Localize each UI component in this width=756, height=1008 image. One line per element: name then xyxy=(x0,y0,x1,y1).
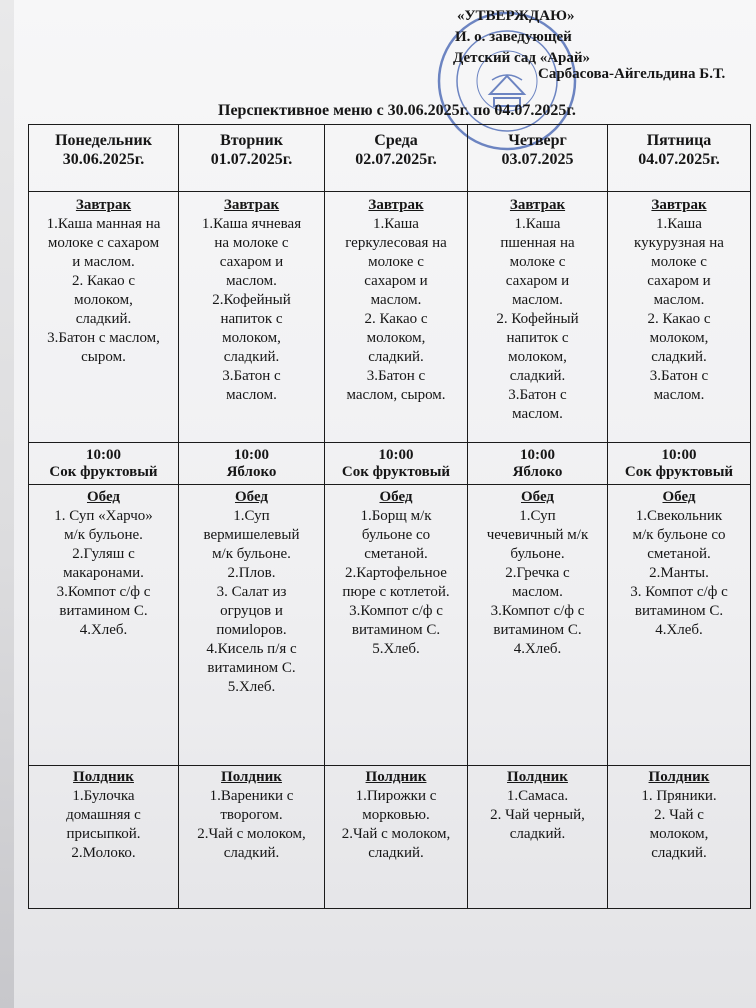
dish-line: 1.Вареники с xyxy=(209,788,294,804)
dish-line: молоке с xyxy=(651,254,707,270)
dish-line: 4.Хлеб. xyxy=(79,622,128,638)
dish-line: сахаром и xyxy=(219,254,284,270)
snack-time: 10:00 xyxy=(520,447,555,463)
dish-line: 1.Свекольник xyxy=(635,508,723,524)
dish-line: 4.Хлеб. xyxy=(655,622,703,638)
dish-line: бульоне со xyxy=(361,527,431,543)
snack-10-cell xyxy=(608,443,751,485)
dish-line: молоке с xyxy=(509,254,566,270)
snack-item: Сок фруктовый xyxy=(49,464,158,480)
lunch-cell xyxy=(29,485,179,766)
lunch-row xyxy=(29,485,751,766)
meal-label: Полдник xyxy=(221,769,282,785)
meal-label: Обед xyxy=(662,489,696,505)
meal-label: Обед xyxy=(379,489,413,505)
meal-label: Полдник xyxy=(73,769,134,785)
day-name: Пятница xyxy=(646,132,712,149)
day-name: Вторник xyxy=(220,132,283,149)
day-header xyxy=(179,125,325,192)
dish-line: пшенная на xyxy=(500,235,575,251)
dish-line: молоком, xyxy=(508,349,567,365)
meal-label: Завтрак xyxy=(651,197,707,213)
dish-line: молоке с xyxy=(368,254,424,270)
dish-line: 3.Батон с xyxy=(649,368,709,384)
dish-line: макаронами. xyxy=(63,565,144,581)
snack-10-row xyxy=(29,443,751,485)
breakfast-cell xyxy=(468,192,608,443)
dish-line: 2. Чай с xyxy=(654,807,704,823)
dish-line: кукурузная на xyxy=(634,235,724,251)
dish-line: сладкий. xyxy=(368,845,424,861)
meal-label: Завтрак xyxy=(368,197,424,213)
dish-line: 2.Молоко. xyxy=(71,845,136,861)
dish-line: маслом. xyxy=(512,292,563,308)
dish-line: сахаром и xyxy=(364,273,428,289)
dish-line: 4.Кисель п/я с xyxy=(206,641,297,657)
dish-line: витамином С. xyxy=(493,622,582,638)
dish-line: присыпкой. xyxy=(66,826,141,842)
meal-label: Обед xyxy=(86,489,121,505)
dish-line: 2. Чай черный, xyxy=(490,807,585,823)
snack-10-cell xyxy=(29,443,179,485)
dish-line: сахаром и xyxy=(647,273,711,289)
menu-table xyxy=(28,124,751,909)
dish-line: сладкий. xyxy=(651,349,707,365)
dish-line: 1. Пряники. xyxy=(641,788,717,804)
dish-line: 2. Какао с xyxy=(71,273,136,289)
snack-item: Сок фруктовый xyxy=(624,464,734,480)
dish-line: 3.Компот с/ф с xyxy=(349,603,443,619)
dish-line: молоком, xyxy=(366,330,426,346)
dish-line: 2.Чай с молоком, xyxy=(197,826,306,842)
dish-line: 2.Гречка с xyxy=(505,565,570,581)
meal-label: Полдник xyxy=(507,769,568,785)
dish-line: и маслом. xyxy=(72,254,135,270)
dish-line: сладкий. xyxy=(223,349,280,365)
dish-line: 3.Батон с xyxy=(222,368,281,384)
day-header xyxy=(468,125,608,192)
day-date: 02.07.2025г. xyxy=(355,151,437,168)
snack-10-cell xyxy=(468,443,608,485)
dish-line: 2.Манты. xyxy=(649,565,709,581)
dish-line: 1.Пирожки с xyxy=(355,788,437,804)
lunch-cell xyxy=(325,485,468,766)
snack-item: Сок фруктовый xyxy=(341,464,451,480)
dish-line: 2.Плов. xyxy=(227,565,276,581)
snack-time: 10:00 xyxy=(234,447,269,463)
dish-line: геркулесовая на xyxy=(345,235,447,251)
breakfast-cell xyxy=(325,192,468,443)
dish-line: напиток с xyxy=(506,330,569,346)
dish-line: м/к бульоне. xyxy=(212,546,291,562)
dish-line: 3.Компот с/ф с xyxy=(490,603,585,619)
meal-label: Обед xyxy=(520,489,555,505)
dish-line: 1.Самаса. xyxy=(506,788,569,804)
dish-line: морковью. xyxy=(362,807,430,823)
dish-line: на молоке с xyxy=(214,235,289,251)
approval-heading: «УТВЕРЖДАЮ» xyxy=(457,8,575,24)
dish-line: 1.Каша манная на xyxy=(46,216,161,232)
dish-line: витамином С. xyxy=(207,660,296,676)
dish-line: 5.Хлеб. xyxy=(372,641,420,657)
snack-time: 10:00 xyxy=(86,447,121,463)
dish-line: 1.Булочка xyxy=(72,788,135,804)
breakfast-cell xyxy=(179,192,325,443)
dish-line: 3. Компот с/ф с xyxy=(630,584,728,600)
dish-line: м/к бульоне. xyxy=(64,527,143,543)
day-name: Понедельник xyxy=(55,132,152,149)
dish-line: бульоне. xyxy=(510,546,565,562)
dish-line: 4.Хлеб. xyxy=(513,641,562,657)
dish-line: молоком, xyxy=(649,330,709,346)
meal-label: Завтрак xyxy=(75,197,132,213)
meal-label: Завтрак xyxy=(223,197,280,213)
afternoon-snack-cell xyxy=(179,766,325,909)
dish-line: витамином С. xyxy=(351,622,441,638)
dish-line: 3.Батон с xyxy=(508,387,567,403)
dish-line: молоком, xyxy=(222,330,281,346)
dish-line: 1.Каша xyxy=(656,216,702,232)
dish-line: 3.Батон с маслом, xyxy=(47,330,160,346)
dish-line: 2. Какао с xyxy=(647,311,711,327)
dish-line: помиloров. xyxy=(216,622,287,638)
day-date: 01.07.2025г. xyxy=(210,151,293,168)
dish-line: сладкий. xyxy=(651,845,707,861)
afternoon-snack-row xyxy=(29,766,751,909)
approval-position: И. о. заведующей xyxy=(455,29,572,45)
page-title: Перспективное меню с 30.06.2025г. по 04.07.2025г. xyxy=(218,102,576,119)
day-name: Среда xyxy=(374,132,418,149)
dish-line: молоком, xyxy=(74,292,133,308)
dish-line: маслом. xyxy=(653,387,705,403)
dish-line: маслом, сыром. xyxy=(346,387,446,403)
dish-line: сладкий. xyxy=(368,349,424,365)
meal-label: Полдник xyxy=(648,769,710,785)
days-header-row xyxy=(29,125,751,192)
day-date: 03.07.2025 xyxy=(501,151,574,168)
dish-line: 2.Гуляш с xyxy=(72,546,135,562)
day-date: 30.06.2025г. xyxy=(62,151,145,168)
dish-line: маслом. xyxy=(512,584,563,600)
afternoon-snack-cell xyxy=(608,766,751,909)
dish-line: маслом. xyxy=(512,406,563,422)
dish-line: 1.Борщ м/к xyxy=(360,508,432,524)
snack-item: Яблоко xyxy=(226,464,277,480)
meal-label: Обед xyxy=(234,489,269,505)
dish-line: 2. Кофейный xyxy=(496,311,579,327)
dish-line: вермишелевый xyxy=(203,527,300,543)
approval-signatory: Сарбасова-Айгельдина Б.Т. xyxy=(538,66,726,82)
breakfast-cell xyxy=(29,192,179,443)
dish-line: сметаной. xyxy=(647,546,711,562)
dish-line: 3.Батон с xyxy=(366,368,426,384)
dish-line: сладкий. xyxy=(223,845,280,861)
dish-line: творогом. xyxy=(220,807,283,823)
dish-line: 2.Кофейный xyxy=(212,292,291,308)
dish-line: сладкий. xyxy=(509,368,566,384)
breakfast-cell xyxy=(608,192,751,443)
dish-line: сладкий. xyxy=(509,826,566,842)
dish-line: 2.Чай с молоком, xyxy=(341,826,451,842)
breakfast-row xyxy=(29,192,751,443)
lunch-cell xyxy=(608,485,751,766)
dish-line: молоке с сахаром xyxy=(47,235,160,251)
meal-label: Полдник xyxy=(365,769,427,785)
dish-line: чечевичный м/к xyxy=(486,527,589,543)
dish-line: молоком, xyxy=(649,826,709,842)
dish-line: напиток с xyxy=(220,311,283,327)
dish-line: витамином С. xyxy=(59,603,148,619)
dish-line: 1.Суп xyxy=(233,508,270,524)
dish-line: 2. Какао с xyxy=(364,311,428,327)
approval-organization: Детский сад «Арай» xyxy=(453,50,591,66)
day-name: Четверг xyxy=(508,132,567,149)
dish-line: 1.Каша xyxy=(514,216,561,232)
snack-item: Яблоко xyxy=(512,464,563,480)
day-header xyxy=(29,125,179,192)
afternoon-snack-cell xyxy=(468,766,608,909)
snack-10-cell xyxy=(325,443,468,485)
dish-line: 1.Суп xyxy=(519,508,556,524)
day-header xyxy=(608,125,751,192)
dish-line: сыром. xyxy=(81,349,126,365)
snack-time: 10:00 xyxy=(661,447,697,463)
dish-line: огруцов и xyxy=(220,603,283,619)
dish-line: 3.Компот с/ф с xyxy=(56,584,151,600)
dish-line: сахаром и xyxy=(505,273,570,289)
dish-line: 2.Картофельное xyxy=(345,565,447,581)
day-header xyxy=(325,125,468,192)
dish-line: 1.Каша xyxy=(373,216,419,232)
dish-line: 3. Салат из xyxy=(216,584,287,600)
dish-line: сметаной. xyxy=(364,546,428,562)
snack-10-cell xyxy=(179,443,325,485)
dish-line: м/к бульоне со xyxy=(632,527,726,543)
meal-label: Завтрак xyxy=(509,197,566,213)
afternoon-snack-cell xyxy=(29,766,179,909)
dish-line: 1. Суп «Харчо» xyxy=(54,508,153,524)
afternoon-snack-cell xyxy=(325,766,468,909)
dish-line: домашняя с xyxy=(66,807,141,823)
lunch-cell xyxy=(468,485,608,766)
day-date: 04.07.2025г. xyxy=(638,151,720,168)
snack-time: 10:00 xyxy=(378,447,414,463)
lunch-cell xyxy=(179,485,325,766)
dish-line: 1.Каша ячневая xyxy=(201,216,302,232)
dish-line: маслом. xyxy=(653,292,705,308)
dish-line: сладкий. xyxy=(75,311,132,327)
dish-line: витамином С. xyxy=(634,603,724,619)
dish-line: маслом. xyxy=(226,273,277,289)
dish-line: пюре с котлетой. xyxy=(342,584,450,600)
dish-line: 5.Хлеб. xyxy=(227,679,276,695)
dish-line: маслом. xyxy=(370,292,422,308)
dish-line: маслом. xyxy=(226,387,277,403)
